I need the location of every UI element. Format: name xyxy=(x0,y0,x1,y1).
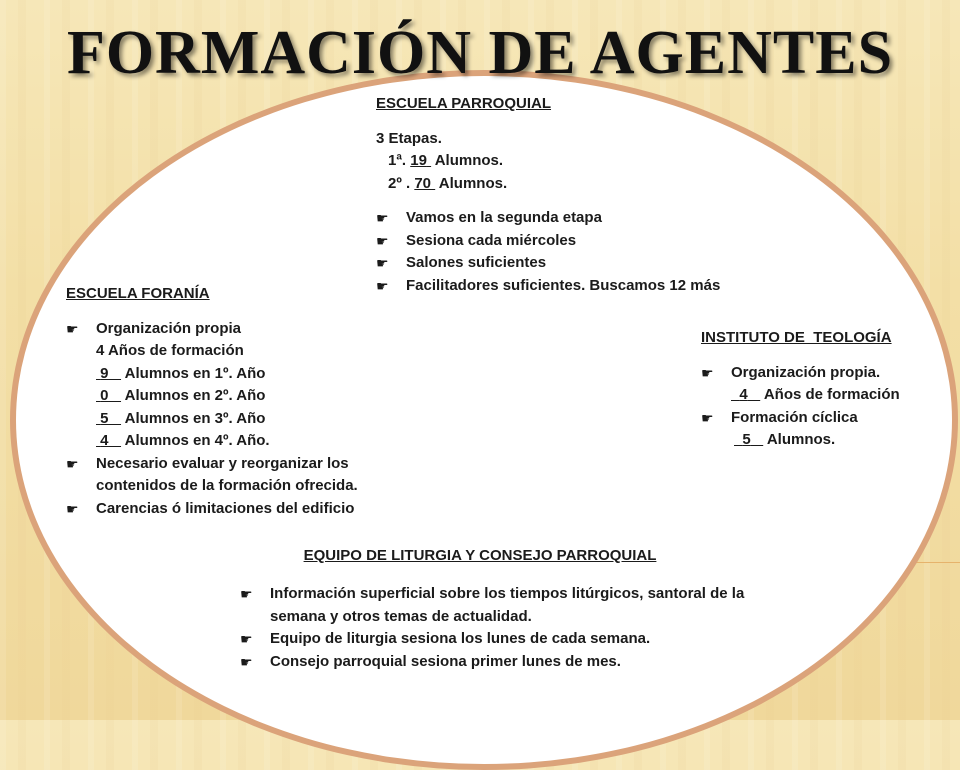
forania-count-row: 9 Alumnos en 1º. Año xyxy=(100,364,266,382)
list-item: ☛ Salones suficientes xyxy=(376,252,720,275)
parroquial-stage-2: 2º . 70 Alumnos. xyxy=(388,174,508,192)
forania-count-row: 0 Alumnos en 2º. Año xyxy=(100,387,266,404)
teologia-heading: INSTITUTO DE TEOLOGÍA xyxy=(701,329,892,346)
list-item-continuation: semana y otros temas de actualidad. xyxy=(270,607,532,625)
forania-heading: ESCUELA FORANÍA xyxy=(66,285,210,302)
liturgia-section xyxy=(240,583,744,673)
teologia-years: 4 Años de formación xyxy=(739,386,900,403)
list-item: ☛ Consejo parroquial sesiona primer lunes de mes. xyxy=(240,651,744,674)
pointing-hand-icon: ☛ xyxy=(240,631,253,647)
pointing-hand-icon: ☛ xyxy=(66,500,79,517)
list-item: ☛ Necesario evaluar y reorganizar los xyxy=(66,453,358,476)
pointing-hand-icon: ☛ xyxy=(701,409,714,426)
parroquial-stages: 3 Etapas. xyxy=(376,129,442,147)
forania-count-row: 4 Alumnos en 4º. Año. xyxy=(100,432,270,449)
stage-1-count: 19 xyxy=(410,152,427,169)
list-item: ☛ Facilitadores suficientes. Buscamos 12 más xyxy=(376,275,720,298)
teologia-section xyxy=(701,327,900,452)
forania-years: 4 Años de formación xyxy=(96,342,244,359)
list-item: ☛ Sesiona cada miércoles xyxy=(376,230,720,253)
pointing-hand-icon: ☛ xyxy=(66,455,79,472)
list-item: ☛ Vamos en la segunda etapa xyxy=(376,207,720,230)
stage-2-count: 70 xyxy=(414,174,432,192)
list-item: ☛ Equipo de liturgia sesiona los lunes de cada semana. xyxy=(240,628,744,651)
pointing-hand-icon: ☛ xyxy=(376,277,389,294)
list-item: ☛ Organización propia. xyxy=(701,362,900,385)
pointing-hand-icon: ☛ xyxy=(66,320,79,337)
liturgia-heading: EQUIPO DE LITURGIA Y CONSEJO PARROQUIAL xyxy=(303,547,657,564)
pointing-hand-icon: ☛ xyxy=(701,364,714,381)
list-item-continuation: contenidos de la formación ofrecida. xyxy=(96,477,358,494)
pointing-hand-icon: ☛ xyxy=(376,255,389,271)
list-item: ☛ Organización propia xyxy=(66,318,358,341)
teologia-students: 5 Alumnos. xyxy=(742,431,836,448)
parroquial-heading: ESCUELA PARROQUIAL xyxy=(376,95,552,112)
pointing-hand-icon: ☛ xyxy=(376,210,389,226)
forania-section xyxy=(66,283,358,520)
liturgia-heading-wrap xyxy=(0,545,960,568)
list-item: ☛ Carencias ó limitaciones del edificio xyxy=(66,498,358,521)
parroquial-section xyxy=(376,93,720,297)
list-item: ☛ Información superficial sobre los tiempos litúrgicos, santoral de la xyxy=(240,583,744,606)
pointing-hand-icon: ☛ xyxy=(376,232,389,249)
parroquial-stage-1: 1ª. 19 Alumnos. xyxy=(388,152,504,169)
forania-count-row: 5 Alumnos en 3º. Año xyxy=(100,409,266,427)
pointing-hand-icon: ☛ xyxy=(240,586,253,602)
slide-title: FORMACIÓN DE AGENTES xyxy=(66,19,894,87)
pointing-hand-icon: ☛ xyxy=(240,653,253,670)
list-item: ☛ Formación cíclica xyxy=(701,407,900,430)
